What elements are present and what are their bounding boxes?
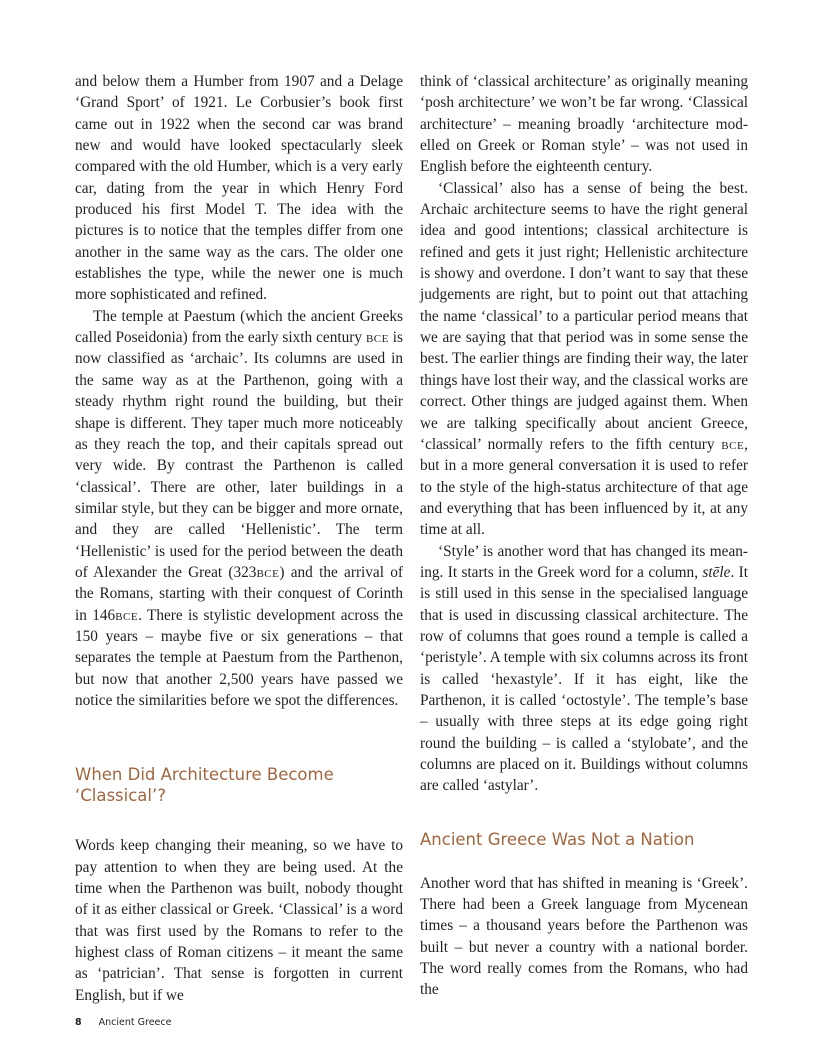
page-footer (75, 1017, 171, 1028)
text-run: . There is stylistic development across the 150 years – maybe five or six generations – that separates the temple at Paestum from the Parthenon, but now that another 2,500 years have passed we notice the similarities before we spot the differences. (75, 606, 403, 709)
paragraph-posh-architecture: think of ‘classical architecture’ as originally meaning ‘posh architecture’ we won’t be far wrong. ‘Classical architecture’ – meaning broadly ‘architecture modelled on Greek or Roman style’ – was not used in English before the eighteenth century. (420, 73, 748, 176)
era-abbreviation: bce (365, 329, 389, 347)
running-title: Ancient Greece (98, 1017, 172, 1028)
greek-term: stēle (702, 563, 731, 581)
paragraph-words-meaning: Words keep changing their meaning, so we have to pay attention to when they are being used. At the time when the Parthenon was built, nobody thought of it as either classical or Greek. ‘Classical’ is a word that was first used by the Romans to refer to the highest class of Roman citizens – it meant the same as ‘patrician’. That sense is forgotten in current English, but if we (75, 837, 403, 1004)
section-spacer (420, 797, 748, 829)
paragraph-style (420, 541, 748, 797)
right-column (420, 71, 748, 1001)
page-number: 8 (75, 1017, 82, 1028)
paragraph-cars: and below them a Humber from 1907 and a Delage ‘Grand Sport’ of 1921. Le Corbusier’s book first came out in 1922 when the second car was brand new and would have looked spectacularly sleek compared with the old Humber, which is a very early car, dating from the year in which Henry Ford produced his first Model T. The idea with the pictures is to notice that the temples differ from one another in the same way as the cars. The older one establishes the type, while the newer one is much more sophisticated and refined. (75, 73, 403, 304)
heading-spacer (75, 806, 403, 835)
text-run: ‘Style’ is another word that has changed its meaning. It starts in the Greek word for a column, (420, 542, 748, 581)
section-spacer (75, 711, 403, 764)
era-abbreviation: bce (256, 563, 280, 581)
left-column (75, 71, 403, 1006)
text-run: The temple at Paestum (which the ancient Greeks called Poseidonia) from the early sixth century (75, 307, 403, 347)
text-run: , but in a more general conversation it is used to refer to the style of the high-status architecture of that age and everything that has been influenced by it, at any time at all. (420, 435, 748, 539)
text-run: . It is still used in this sense in the specialised language that is used in discussing classical architecture. The row of columns that goes round a temple is called a ‘peristyle’. A temple with six columns across its front is called ‘hexastyle’. If it has eight, like the Parthenon, it is called ‘octostyle’. The temple’s base – usually with three steps at its edge going right round the building – is called a ‘stylobate’, and the columns are placed on it. Buildings without columns are called ‘astylar’. (420, 563, 748, 795)
paragraph-classical-best (420, 178, 748, 541)
text-run: ) and the arrival of the Romans, starting with their conquest of Corinth in 146 (75, 563, 403, 624)
text-run: ‘Classical’ also has a sense of being the best. Archaic architecture seems to have the right general idea and good intentions; classical architecture is refined and gets it just right; Hellenistic architecture is showy and overdone. I don’t want to say that these judgements are right, but to point out that attaching the name ‘classical’ to a particular period means that we are saying that that period was in some sense the best. The earlier things are finding their way, the later things have lost their way, and the classical works are correct. Other things are judged against them. When we are talking specifically about ancient Greece, ‘classical’ normally refers to the fifth century (420, 179, 748, 453)
heading-spacer (420, 850, 748, 873)
era-abbreviation: bce (115, 606, 139, 624)
era-abbreviation: bce (721, 435, 745, 453)
paragraph-paestum (75, 306, 403, 712)
section-heading-classical: When Did Architecture Become ‘Classical’? (75, 765, 334, 806)
section-heading-not-a-nation: Ancient Greece Was Not a Nation (420, 829, 695, 849)
text-run: is now classified as ‘archaic’. Its columns are used in the same way as at the Parthenon, going with a steady rhythm right round the building, but their shape is different. They taper much more noticeably as they reach the top, and their capitals spread out very wide. By contrast the Parthenon is called ‘classical’. There are other, later buildings in a similar style, but they can be bigger and more ornate, and they are called ‘Hellenistic’. The term ‘Hellenistic’ is used for the period between the death of Alexander the Great (323 (75, 329, 403, 581)
paragraph-greek-word: Another word that has shifted in meaning is ‘Greek’. There had been a Greek language from Mycenean times – a thousand years before the Parthenon was built – but never a country with a national border. The word really comes from the Romans, who had the (420, 874, 748, 999)
